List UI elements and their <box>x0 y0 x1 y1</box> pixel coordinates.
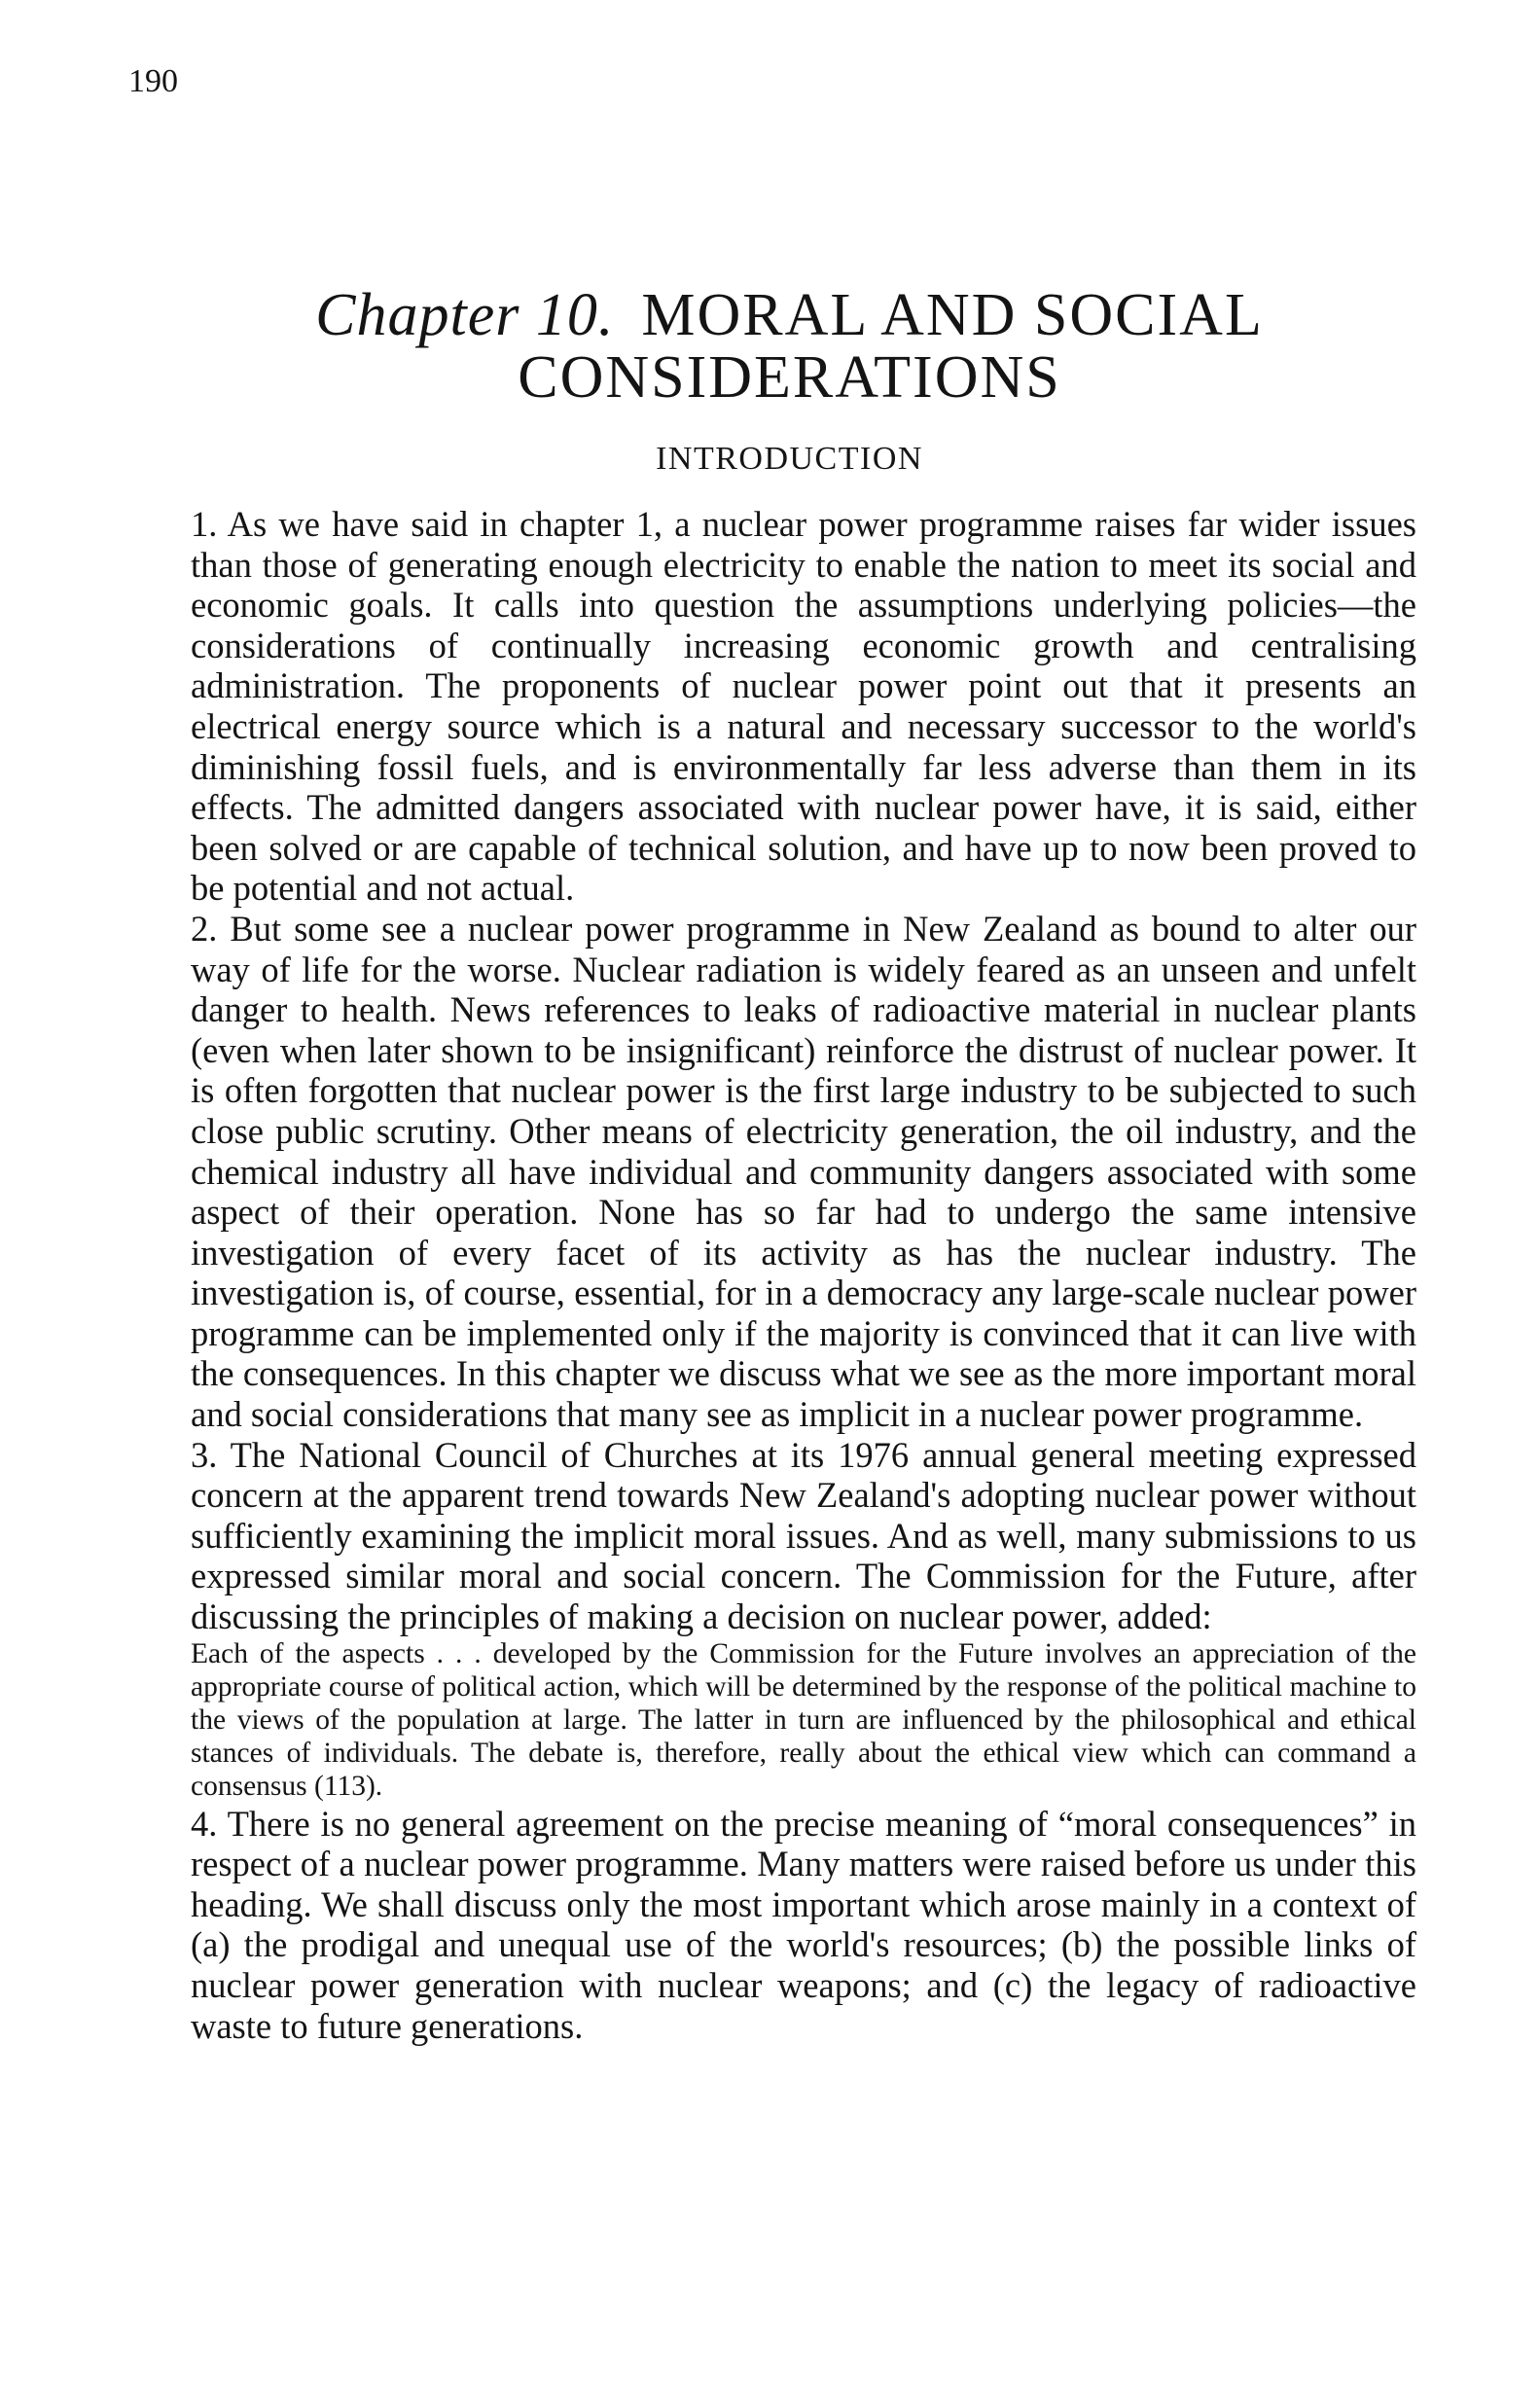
paragraph-text: But some see a nuclear power programme in New Zealand as bound to alter our way of life for the worse. Nuclear radiation is widely feared as an unseen and unfelt danger to health. News references to leaks of radioactive material in nuclear plants (even when later shown to be insignificant) reinforce the distrust of nuclear power. It is often forgotten that nuclear power is the first large industry to be subjected to such close public scrutiny. Other means of electricity generation, the oil industry, and the chemical industry all have individual and community dangers associated with some aspect of their operation. None has so far had to undergo the same intensive investigation of every facet of its activity as has the nuclear industry. The investigation is, of course, essential, for in a democracy any large-scale nuclear power programme can be implemented only if the majority is convinced that it can live with the consequences. In this chapter we discuss what we see as the more important moral and social considerations that many see as implicit in a nuclear power programme. <box>191 908 1417 1435</box>
paragraph-number: 4. <box>191 1803 218 1844</box>
paragraph-text: As we have said in chapter 1, a nuclear power programme raises far wider issues than those of generating enough electricity to enable the nation to meet its social and economic goals. It calls into question the assumptions underlying policies—the considerations of continually increasing economic growth and centralising administration. The proponents of nuclear power point out that it presents an electrical energy source which is a natural and necessary successor to the world's diminishing fossil fuels, and is environmentally far less adverse than them in its effects. The admitted dangers associated with nuclear power have, it is said, either been solved or are capable of technical solution, and have up to now been proved to be potential and not actual. <box>191 504 1416 909</box>
paragraph-text: The National Council of Churches at its 1976 annual general meeting expressed concern at the apparent trend towards New Zealand's adopting nuclear power without sufficiently examining the implicit moral issues. And as well, many submissions to us expressed similar moral and social concern. The Commission for the Future, after discussing the principles of making a decision on nuclear power, added: <box>191 1434 1416 1637</box>
page-number: 190 <box>128 63 178 99</box>
paragraph-number: 1. <box>191 504 218 544</box>
paragraph-2 <box>191 909 1416 1435</box>
chapter-label: Chapter 10. <box>315 282 615 348</box>
section-heading: INTRODUCTION <box>656 441 923 477</box>
paragraph-number: 3. <box>191 1434 218 1475</box>
paragraph-4 <box>191 1804 1416 2047</box>
body-text <box>191 504 1416 2046</box>
chapter-title <box>0 284 1540 409</box>
chapter-heading: MORAL AND SOCIAL CONSIDERATIONS <box>518 282 1264 411</box>
block-quotation: Each of the aspects . . . developed by the Commission for the Future involves an appreciation of the appropriate course of political action, which will be determined by the response of the political machine to the views of the population at large. The latter in turn are influenced by the philosophical and ethical stances of individuals. The debate is, therefore, really about the ethical view which can command a consensus (113). <box>191 1637 1416 1803</box>
paragraph-number: 2. <box>191 908 218 949</box>
paragraph-text: There is no general agreement on the precise meaning of “moral consequences” in respect of a nuclear power programme. Many matters were raised before us under this heading. We shall discuss only the most important which arose mainly in a context of (a) the prodigal and unequal use of the world's resources; (b) the possible links of nuclear power generation with nuclear weapons; and (c) the legacy of radioactive waste to future generations. <box>191 1803 1417 2046</box>
paragraph-3 <box>191 1435 1416 1637</box>
paragraph-1 <box>191 504 1416 909</box>
